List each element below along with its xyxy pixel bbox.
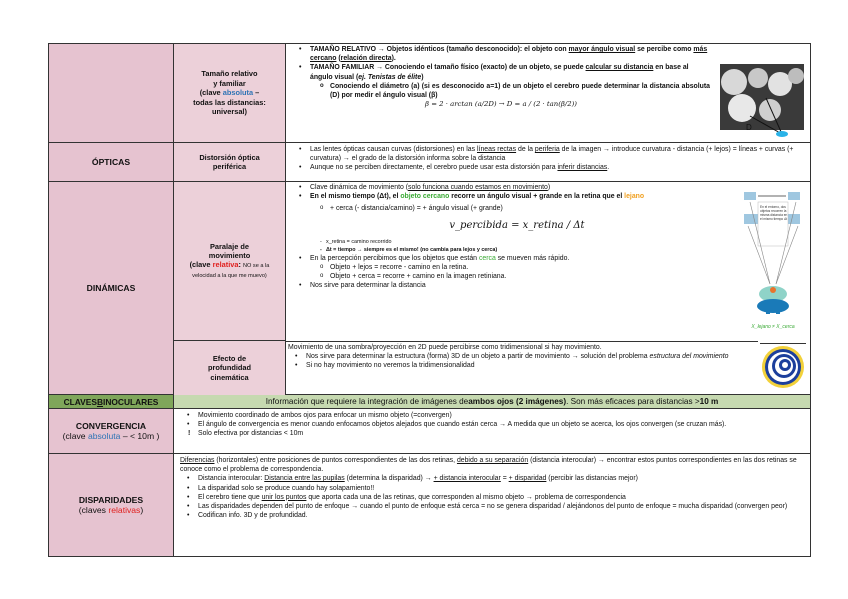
text: Distancia entre las pupilas xyxy=(264,475,345,483)
label-line xyxy=(79,505,143,515)
text: Información que requiere la integración de imágenes de xyxy=(265,397,469,406)
fig-text: En el entorno, dos objetos recorren la misma distancia en el mismo tiempo Δt xyxy=(760,205,788,221)
label-line: movimiento xyxy=(208,251,251,260)
category-opticas: ÓPTICAS xyxy=(49,143,174,181)
bullet-interocular xyxy=(180,474,806,483)
text: unir los puntos xyxy=(261,493,307,501)
text: Las lentes ópticas causan curvas (distorsiones) en las xyxy=(310,146,477,153)
text: de la imagen → introduce curvatura - distancia (+ lejos) = líneas + curvas (+ curvatura) → el grado de la distorsión informa sobre la distancia xyxy=(310,146,794,163)
text: TAMAÑO FAMILIAR → Conociendo el tamaño físico (exacto) de un objeto, se puede xyxy=(310,64,586,72)
notes-table xyxy=(48,43,811,557)
label-absoluta: absoluta xyxy=(222,88,254,98)
label-relativas: relativas xyxy=(108,505,141,515)
subcategory-efecto xyxy=(174,341,286,395)
label-absoluta: absoluta xyxy=(87,431,121,441)
subcategory-familiar xyxy=(174,44,286,142)
label-line: periférica xyxy=(212,162,247,171)
text: (claves xyxy=(78,505,109,515)
label-line: todas las distancias: xyxy=(193,97,266,107)
text: ) xyxy=(421,73,424,81)
label-part: – xyxy=(253,88,260,98)
text: más cercano xyxy=(310,46,708,63)
bullet-estructura xyxy=(288,352,754,361)
text: TAMAÑO RELATIVO → Objetos idénticos (tamaño desconocido): el objeto con xyxy=(310,46,569,53)
label-line: Tamaño relativo xyxy=(201,69,258,79)
category-dinamicas: DINÁMICAS xyxy=(49,182,174,394)
text: ( xyxy=(336,55,341,63)
text: El cerebro tiene que xyxy=(198,493,262,501)
dash-xretina: - x_retina = camino recorrido xyxy=(292,238,742,246)
category-cell-empty xyxy=(49,44,174,142)
bullet-clave-dinamica xyxy=(292,183,742,192)
label-line: Paralaje de xyxy=(209,241,250,251)
content-efecto xyxy=(286,341,758,394)
text: Nos sirve para determinar la estructura (forma) 3D de un objeto a partir de movimiento → solución del problema xyxy=(306,353,650,361)
text: Clave dinámica de movimiento ( xyxy=(310,184,409,191)
row-disparidades xyxy=(48,454,811,557)
label-line xyxy=(63,431,160,441)
text: se percibe como xyxy=(635,46,694,53)
text: en base al ángulo visual ( xyxy=(310,64,689,81)
row-opticas xyxy=(48,143,811,182)
sub-bullet-diametro: o Conociendo el diámetro (a) (si es desconocido a=1) de un objeto el cerebro puede determinar la distancia absoluta (D) por medir el ángulo visual (β) xyxy=(292,82,710,100)
fig-label-d: D xyxy=(746,123,752,132)
row-binoculares-header xyxy=(48,395,811,409)
bullet-solapamiento: • La disparidad solo se produce cuando hay solapamiento!! xyxy=(180,484,806,493)
binoculares-description xyxy=(174,395,810,408)
text: . xyxy=(607,164,610,172)
text: (distancia interocular) → encontrar estos puntos correspondientes en las dos retinas se conoce como el problema de correspondencia. xyxy=(180,457,797,474)
text: solo funciona cuando estamos en movimiento xyxy=(408,184,548,191)
content-familiar xyxy=(286,44,714,142)
subcategory-distorsion xyxy=(174,143,286,181)
text: En el mismo tiempo (Δt), el xyxy=(310,193,401,201)
text: (clave xyxy=(62,431,88,441)
text: + distancia interocular xyxy=(433,475,501,483)
text: B xyxy=(96,396,104,407)
text: inferir distancias xyxy=(557,164,608,172)
dash-delta-t: - Δt = tiempo → siempre es el mismo! (no cambia para lejos y cerca) xyxy=(292,246,742,254)
row-familiar-size xyxy=(48,43,811,143)
formula-beta: β = 2 · arctan (a/2D) → D = a / (2 · tan(β/2)) xyxy=(425,100,577,109)
paragraph-movimiento: Movimiento de una sombra/proyección en 2D puede percibirse como tridimensional si hay movimiento. xyxy=(288,344,602,351)
text: Distancia interocular: xyxy=(198,475,265,483)
category-disparidades xyxy=(49,454,174,556)
label-line: Efecto de xyxy=(212,353,247,363)
sub-bullet-lejos: o Objeto + lejos = recorre - camino en la retina. xyxy=(292,263,742,272)
text: que aporta cada una de las retinas, que corresponden al mismo objeto → problema de correspondencia xyxy=(306,493,626,501)
bullet-sin-movimiento: • Si no hay movimiento no veremos la tridimensionalidad xyxy=(288,361,754,370)
text: ) xyxy=(547,184,551,191)
bullet-sirve: • Nos sirve para determinar la distancia xyxy=(292,281,742,290)
balls-illustration xyxy=(720,64,804,138)
label-line: y familiar xyxy=(213,78,246,88)
text: ). xyxy=(391,55,396,63)
text: calcular su distancia xyxy=(585,64,654,72)
text: Diferencias xyxy=(180,457,215,464)
bullet-codifican: • Codifican info. 3D y de profundidad. xyxy=(180,511,806,520)
text: periferia xyxy=(534,146,560,153)
bullet-tamano-familiar xyxy=(292,63,710,81)
content-disparidades xyxy=(174,454,810,556)
formula-velocidad: v_percibida = x_retina / Δt xyxy=(449,219,585,231)
bullet-percepcion xyxy=(292,254,742,263)
fig-caption: X_lejano ≠ X_cerca xyxy=(751,324,795,330)
text: (determina la disparidad) → xyxy=(344,475,434,483)
bullet-coordinado: • Movimiento coordinado de ambos ojos para enfocar un mismo objeto (=convergen) xyxy=(180,411,806,420)
sub-bullet-cerca: o + cerca (- distancia/camino) = + ángulo visual (+ grande) xyxy=(292,204,742,213)
label-line: Distorsión óptica xyxy=(199,152,260,162)
parallax-illustration xyxy=(742,186,804,334)
text: mayor ángulo visual xyxy=(568,46,636,53)
category-binoculares xyxy=(49,395,174,408)
text: ambos ojos (2 imágenes) xyxy=(468,397,567,406)
label-line: DISPARIDADES xyxy=(78,495,144,505)
bullet-lentes xyxy=(292,145,806,163)
text: . Son más eficaces para distancias > xyxy=(566,397,700,406)
text: – < 10m ) xyxy=(120,431,160,441)
content-paralaje xyxy=(286,182,746,341)
bullet-efectiva: ! Solo efectiva por distancias < 10m xyxy=(180,429,806,438)
label-line xyxy=(200,88,260,97)
label-line: profundidad xyxy=(207,363,252,373)
text: = xyxy=(500,475,509,483)
bullet-mismo-tiempo xyxy=(292,192,742,201)
text: + disparidad xyxy=(508,475,547,483)
text: cerca xyxy=(478,254,496,262)
text: lejano xyxy=(624,193,645,201)
text: (horizontales) entre posiciones de puntos correspondientes de las dos retinas, xyxy=(214,457,457,464)
row-convergencia xyxy=(48,409,811,454)
subcategory-paralaje xyxy=(174,182,286,341)
category-convergencia xyxy=(49,409,174,453)
bullet-tamano-relativo xyxy=(292,45,710,63)
text: (clave xyxy=(189,260,213,270)
text: CLAVES xyxy=(63,396,97,407)
text: recorre un ángulo visual + grande en la retina que el xyxy=(449,193,625,201)
bullet-punto-enfoque: • Las disparidades dependen del punto de enfoque → cuando el punto de enfoque está cerca = no se genera disparidad / alejándonos del punto de enfoque = mucha disparidad (convergen peor) xyxy=(180,502,806,511)
content-convergencia xyxy=(174,409,810,453)
label-line: CONVERGENCIA xyxy=(75,421,147,431)
text: debido a su separación xyxy=(456,457,529,464)
text: NO se a la velocidad a la que me muevo) xyxy=(192,263,270,280)
text: se mueven más rápido. xyxy=(495,254,570,262)
sub-bullet-cerca-2: o Objeto + cerca = recorre + camino en la imagen retiniana. xyxy=(292,272,742,281)
text: INOCULARES xyxy=(103,396,159,407)
text: En la percepción percibimos que los objetos que están xyxy=(310,254,479,262)
bullet-unir-puntos xyxy=(180,493,806,502)
label-line xyxy=(174,260,285,280)
text: objeto cercano xyxy=(400,193,450,201)
text: 10 m xyxy=(699,397,719,406)
text: estructura del movimiento xyxy=(649,353,729,361)
label-relativa: relativa xyxy=(212,260,239,270)
content-opticas xyxy=(286,143,810,181)
label-line: universal) xyxy=(212,107,247,117)
spiral-illustration xyxy=(760,343,806,392)
bullet-aunque xyxy=(292,163,806,172)
row-dinamicas xyxy=(48,182,811,395)
paragraph-diferencias xyxy=(180,456,806,474)
bullet-angulo: • El ángulo de convergencia es menor cuando enfocamos objetos alejados que cuando están cerca → A medida que un objeto se acerca, los ojos convergen (se cruzan más). xyxy=(180,420,806,429)
text: Aunque no se perciben directamente, el cerebro puede usar esta distorsión para xyxy=(310,164,558,172)
label-line: cinemática xyxy=(210,372,249,382)
text: (percibir las distancias mejor) xyxy=(546,475,638,483)
text: ej. Tenistas de élite xyxy=(358,73,422,81)
text: ) xyxy=(140,505,144,515)
text: : xyxy=(238,260,243,270)
text: relación directa xyxy=(340,55,392,63)
label-part: (clave xyxy=(199,88,223,98)
text: líneas rectas xyxy=(477,146,517,153)
text: de la xyxy=(516,146,535,153)
